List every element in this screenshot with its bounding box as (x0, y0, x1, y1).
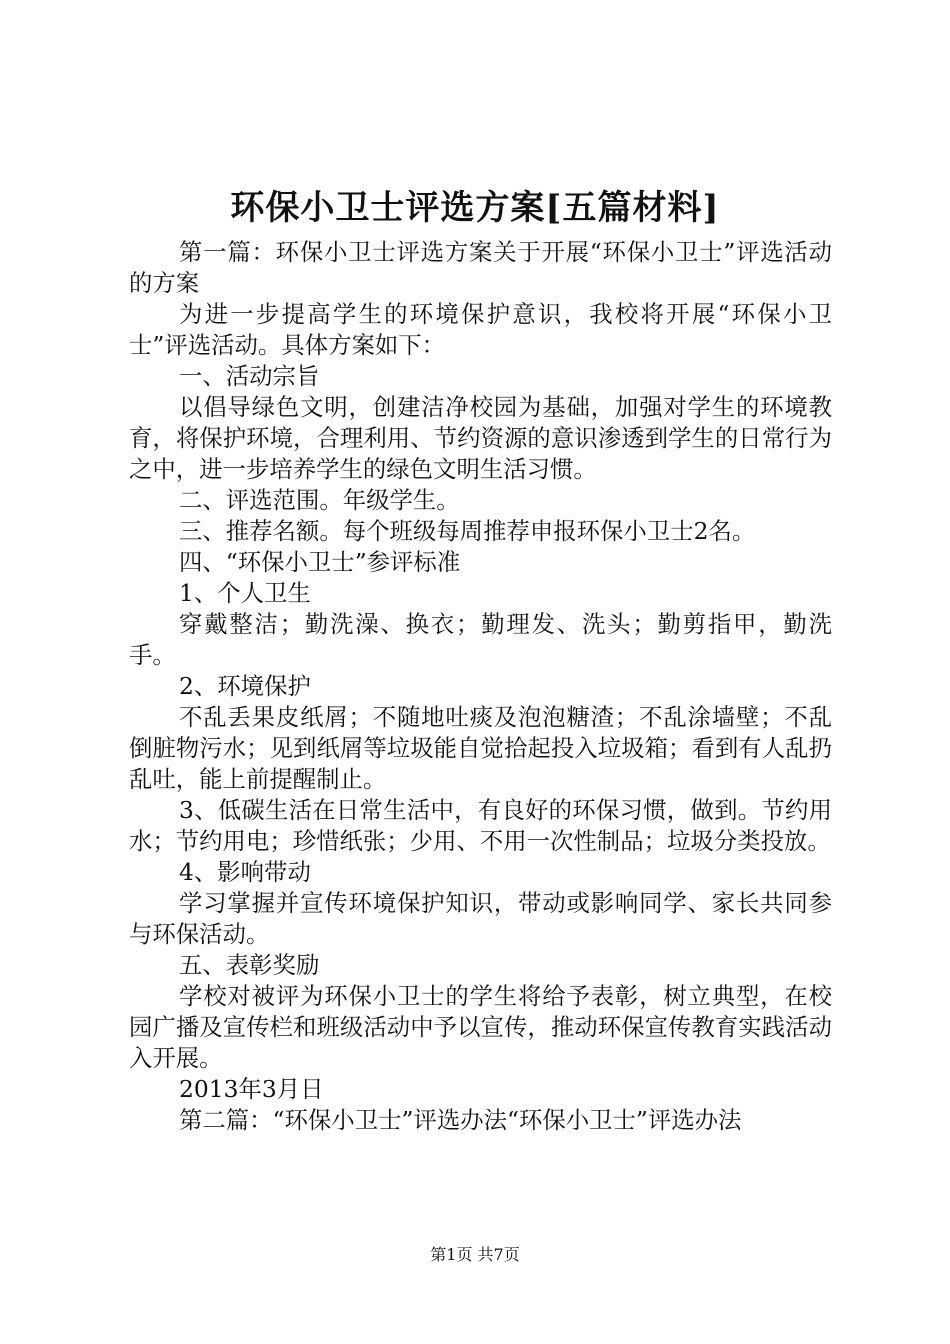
section-heading: 四、“环保小卫士”参评标准 (179, 548, 461, 576)
paragraph: 以倡导绿色文明，创建洁净校园为基础，加强对学生的环境教育，将保护环境，合理利用、节约资源的意识渗透到学生的日常行为之中，进一步培养学生的绿色文明生活习惯。 (129, 393, 832, 483)
paragraph: 学习掌握并宣传环境保护知识，带动或影响同学、家长共同参与环保活动。 (129, 889, 832, 948)
page-indicator: 第1页 共7页 (430, 1245, 520, 1264)
paragraph: 第一篇：环保小卫士评选方案关于开展“环保小卫士”评选活动的方案 (129, 238, 832, 297)
paragraph: 不乱丢果皮纸屑；不随地吐痰及泡泡糖渣；不乱涂墙壁；不乱倒脏物污水；见到纸屑等垃圾能自觉拾起投入垃圾箱；看到有人乱扔乱吐，能上前提醒制止。 (129, 703, 832, 793)
document-title: 环保小卫士评选方案[五篇材料] (230, 188, 720, 228)
date-line: 2013年3月日 (179, 1075, 324, 1103)
section-heading: 三、推荐名额。每个班级每周推荐申报环保小卫士2名。 (179, 517, 756, 545)
paragraph: 为进一步提高学生的环境保护意识，我校将开展“环保小卫士”评选活动。具体方案如下： (129, 300, 832, 359)
subsection-heading: 4、影响带动 (179, 858, 311, 886)
paragraph: 3、低碳生活在日常生活中，有良好的环保习惯，做到。节约用水；节约用电；珍惜纸张；少用、不用一次性制品；垃圾分类投放。 (129, 796, 832, 855)
document-body (129, 237, 832, 1136)
paragraph: 第二篇：“环保小卫士”评选办法“环保小卫士”评选办法 (179, 1106, 742, 1134)
section-heading: 一、活动宗旨 (179, 362, 320, 390)
paragraph: 穿戴整洁；勤洗澡、换衣；勤理发、洗头；勤剪指甲，勤洗手。 (129, 610, 832, 669)
subsection-heading: 1、个人卫生 (179, 579, 311, 607)
subsection-heading: 2、环境保护 (179, 672, 311, 700)
section-heading: 二、评选范围。年级学生。 (179, 486, 460, 514)
paragraph: 学校对被评为环保小卫士的学生将给予表彰，树立典型，在校园广播及宣传栏和班级活动中予以宣传，推动环保宣传教育实践活动入开展。 (129, 982, 832, 1072)
section-heading: 五、表彰奖励 (179, 951, 320, 979)
